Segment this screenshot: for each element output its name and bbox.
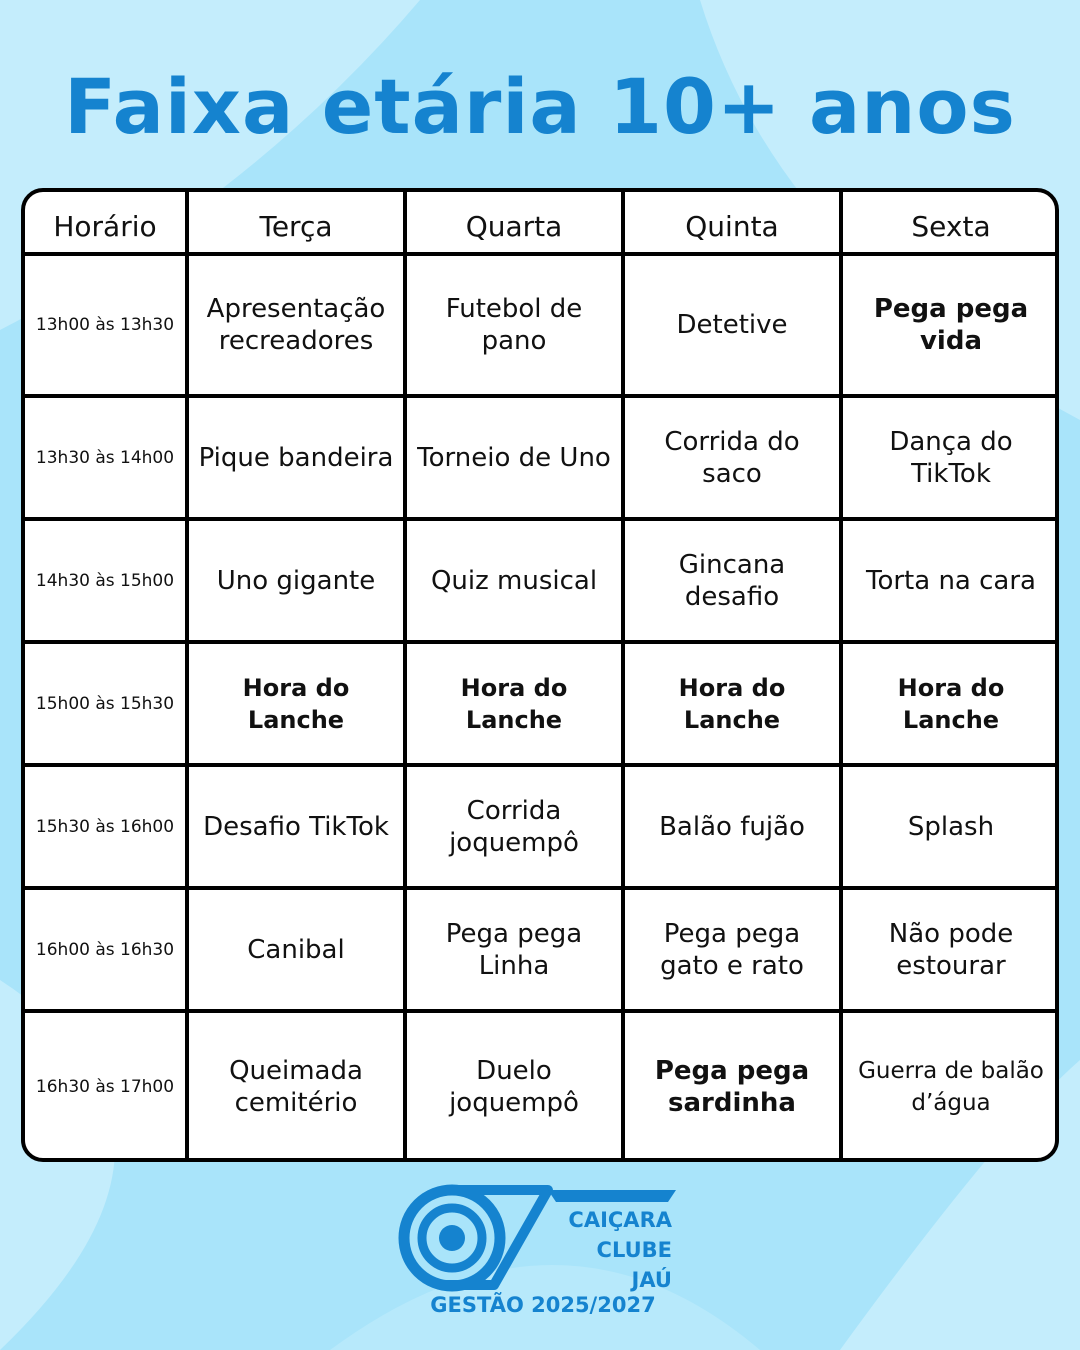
activity-cell: Não pode estourar bbox=[841, 888, 1059, 1011]
activity-cell: Splash bbox=[841, 765, 1059, 888]
table-row bbox=[25, 888, 1059, 1011]
table-row bbox=[25, 254, 1059, 396]
header-day: Quarta bbox=[405, 192, 623, 254]
activity-cell: Dança do TikTok bbox=[841, 396, 1059, 519]
header-day: Quinta bbox=[623, 192, 841, 254]
header-day: Sexta bbox=[841, 192, 1059, 254]
activity-cell: Futebol de pano bbox=[405, 254, 623, 396]
activity-cell: Pega pega sardinha bbox=[623, 1011, 841, 1161]
header-day: Terça bbox=[187, 192, 405, 254]
time-slot: 13h00 às 13h30 bbox=[25, 254, 187, 396]
page-title: Faixa etária 10+ anos bbox=[64, 62, 1016, 151]
club-logo-icon bbox=[0, 1180, 1080, 1350]
activity-cell: Pega pega gato e rato bbox=[623, 888, 841, 1011]
snack-cell: Hora do Lanche bbox=[187, 642, 405, 765]
table-row bbox=[25, 519, 1059, 642]
snack-cell: Hora do Lanche bbox=[405, 642, 623, 765]
activity-cell: Desafio TikTok bbox=[187, 765, 405, 888]
activity-cell: Corrida joquempô bbox=[405, 765, 623, 888]
activity-cell: Pega pega vida bbox=[841, 254, 1059, 396]
activity-cell: Apresentação recreadores bbox=[187, 254, 405, 396]
activity-cell: Gincana desafio bbox=[623, 519, 841, 642]
activity-cell: Quiz musical bbox=[405, 519, 623, 642]
activity-cell: Canibal bbox=[187, 888, 405, 1011]
time-slot: 15h30 às 16h00 bbox=[25, 765, 187, 888]
activity-cell: Corrida do saco bbox=[623, 396, 841, 519]
activity-cell: Detetive bbox=[623, 254, 841, 396]
time-slot: 16h30 às 17h00 bbox=[25, 1011, 187, 1161]
table-row bbox=[25, 1011, 1059, 1161]
activity-cell: Pega pega Linha bbox=[405, 888, 623, 1011]
time-slot: 14h30 às 15h00 bbox=[25, 519, 187, 642]
header-row bbox=[25, 192, 1059, 254]
time-slot: 13h30 às 14h00 bbox=[25, 396, 187, 519]
time-slot: 16h00 às 16h30 bbox=[25, 888, 187, 1011]
activity-cell: Torneio de Uno bbox=[405, 396, 623, 519]
activity-cell: Duelo joquempô bbox=[405, 1011, 623, 1161]
schedule-table bbox=[21, 188, 1059, 1162]
activity-cell: Uno gigante bbox=[187, 519, 405, 642]
club-name: CAIÇARA CLUBE JAÚ bbox=[568, 1208, 672, 1292]
snack-cell: Hora do Lanche bbox=[841, 642, 1059, 765]
table-row bbox=[25, 396, 1059, 519]
activity-cell: Queimada cemitério bbox=[187, 1011, 405, 1161]
activity-cell: Guerra de balão d’água bbox=[841, 1011, 1059, 1161]
time-slot: 15h00 às 15h30 bbox=[25, 642, 187, 765]
activity-cell: Torta na cara bbox=[841, 519, 1059, 642]
table-row bbox=[25, 642, 1059, 765]
activity-cell: Balão fujão bbox=[623, 765, 841, 888]
activity-cell: Pique bandeira bbox=[187, 396, 405, 519]
snack-cell: Hora do Lanche bbox=[623, 642, 841, 765]
header-time: Horário bbox=[25, 192, 187, 254]
management-label: GESTÃO 2025/2027 bbox=[430, 1293, 656, 1317]
table-row bbox=[25, 765, 1059, 888]
